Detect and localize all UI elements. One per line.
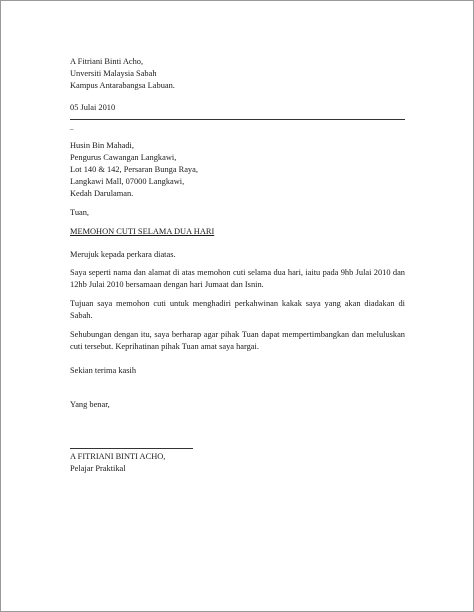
body-paragraph-2: Saya seperti nama dan alamat di atas memohon cuti selama dua hari, iaitu pada 9hb Julai 2010 dan 12hb Julai 2010 bersamaan dengan hari Jumaat dan Isnin. [70, 268, 405, 289]
letter-date: 05 Julai 2010 [70, 103, 116, 112]
body-paragraph-4: Sehubungan dengan itu, saya berharap agar pihak Tuan dapat mempertimbangkan dan meluluskan cuti tersebut. Keprihatinan pihak Tuan amat saya hargai. [70, 330, 405, 351]
closing: Yang benar, [70, 400, 110, 409]
body-paragraph-5: Sekian terima kasih [70, 366, 137, 375]
header-divider [70, 119, 405, 120]
signature-title: Pelajar Praktikal [70, 464, 126, 473]
recipient-position: Pengurus Cawangan Langkawi, [70, 153, 177, 162]
divider-mark: _ [70, 123, 74, 131]
signature-name: A FITRIANI BINTI ACHO, [70, 452, 166, 461]
sender-name: A Fitriani Binti Acho, [70, 57, 144, 66]
body-paragraph-1: Merujuk kepada perkara diatas. [70, 250, 176, 259]
body-paragraph-3: Tujuan saya memohon cuti untuk menghadiri perkahwinan kakak saya yang akan diadakan di Sabah. [70, 299, 405, 320]
salutation: Tuan, [70, 208, 90, 217]
recipient-address-line2: Langkawi Mall, 07000 Langkawi, [70, 177, 185, 186]
letter-subject: MEMOHON CUTI SELAMA DUA HARI [70, 227, 215, 236]
recipient-name: Husin Bin Mahadi, [70, 141, 134, 150]
signature-line [70, 448, 193, 449]
recipient-address-line1: Lot 140 & 142, Persaran Bunga Raya, [70, 165, 198, 174]
sender-campus: Kampus Antarabangsa Labuan. [70, 81, 175, 90]
sender-university: Unversiti Malaysia Sabah [70, 69, 157, 78]
recipient-address-line3: Kedah Darulaman. [70, 189, 134, 198]
